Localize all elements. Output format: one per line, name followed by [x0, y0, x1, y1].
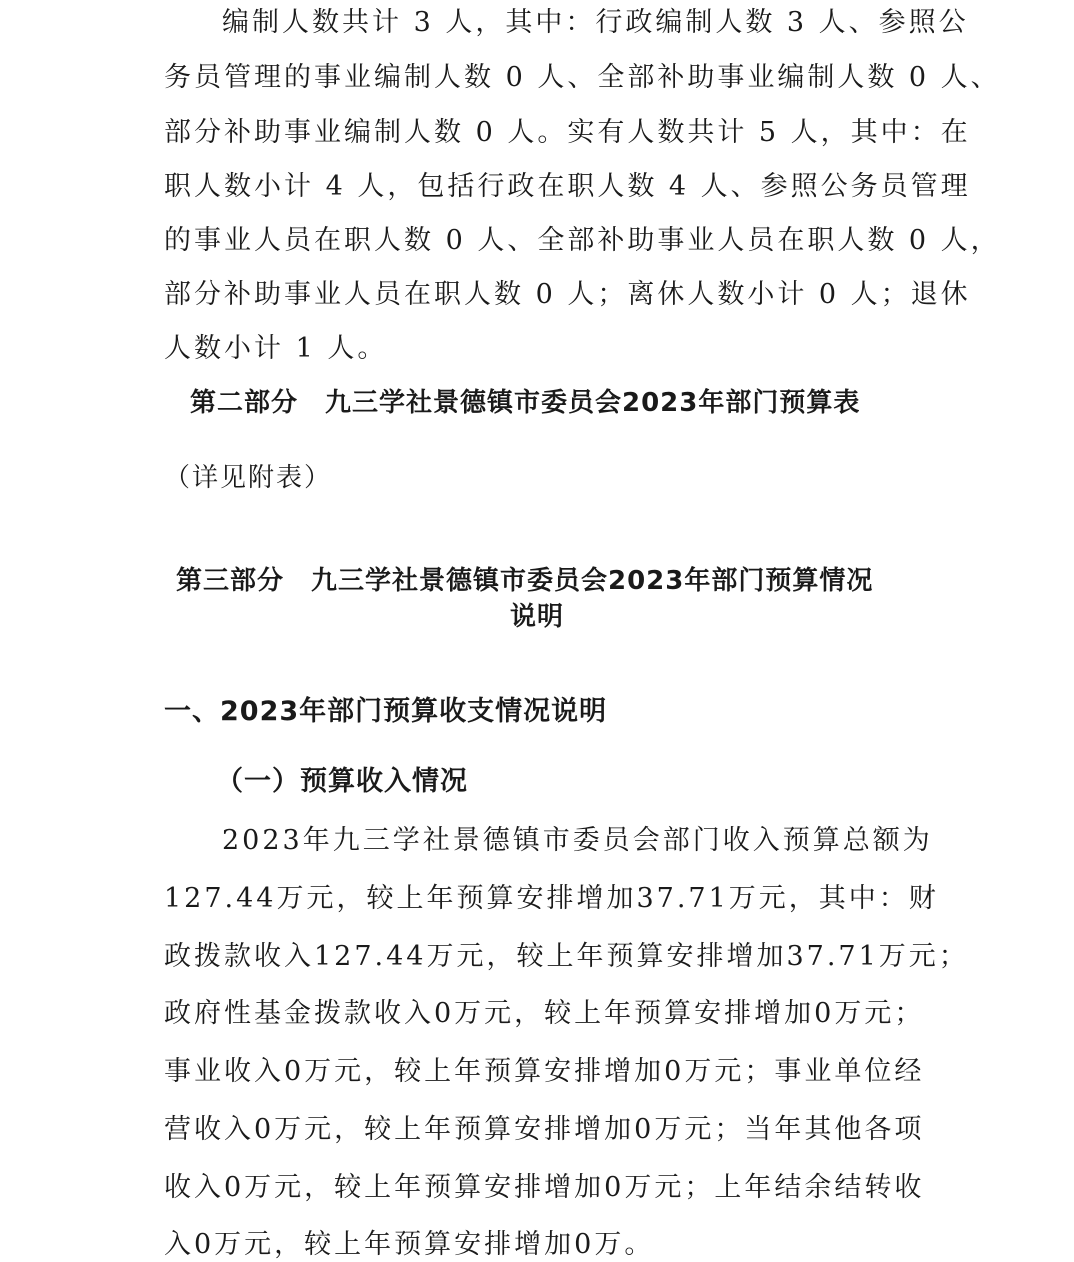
- paragraph-line: 事业收入0万元，较上年预算安排增加0万元；事业单位经: [164, 1056, 925, 1087]
- paragraph-line: 入0万元，较上年预算安排增加0万。: [164, 1229, 655, 1260]
- section-one-heading: 一、2023年部门预算收支情况说明: [164, 696, 608, 727]
- paragraph-line: 职人数小计 4 人，包括行政在职人数 4 人、参照公务员管理: [164, 171, 971, 202]
- paragraph-line: 部分补助事业编制人数 0 人。实有人数共计 5 人，其中：在: [164, 117, 971, 148]
- paragraph-line: 收入0万元，较上年预算安排增加0万元；上年结余结转收: [164, 1172, 925, 1203]
- paragraph-line: 的事业人员在职人数 0 人、全部补助事业人员在职人数 0 人，: [164, 225, 1001, 256]
- part-three-heading-line1: 第三部分 九三学社景德镇市委员会2023年部门预算情况: [176, 566, 874, 596]
- paragraph-line: 政府性基金拨款收入0万元，较上年预算安排增加0万元；: [164, 998, 925, 1029]
- part-two-heading: 第二部分 九三学社景德镇市委员会2023年部门预算表: [190, 388, 861, 418]
- paragraph-line: 2023年九三学社景德镇市委员会部门收入预算总额为: [222, 825, 933, 856]
- part-two-note: （详见附表）: [164, 463, 333, 493]
- paragraph-line: 务员管理的事业编制人数 0 人、全部补助事业编制人数 0 人、: [164, 62, 1001, 93]
- part-three-heading-line2: 说明: [509, 602, 564, 632]
- paragraph-line: 政拨款收入127.44万元，较上年预算安排增加37.71万元；: [164, 941, 969, 972]
- paragraph-line: 部分补助事业人员在职人数 0 人；离休人数小计 0 人；退休: [164, 279, 971, 310]
- paragraph-line: 营收入0万元，较上年预算安排增加0万元；当年其他各项: [164, 1114, 925, 1145]
- paragraph-line: 127.44万元，较上年预算安排增加37.71万元，其中：财: [164, 883, 939, 914]
- paragraph-line: 编制人数共计 3 人，其中：行政编制人数 3 人、参照公: [222, 7, 969, 38]
- paragraph-line: 人数小计 1 人。: [164, 333, 388, 364]
- section-one-subheading: （一）预算收入情况: [216, 766, 468, 797]
